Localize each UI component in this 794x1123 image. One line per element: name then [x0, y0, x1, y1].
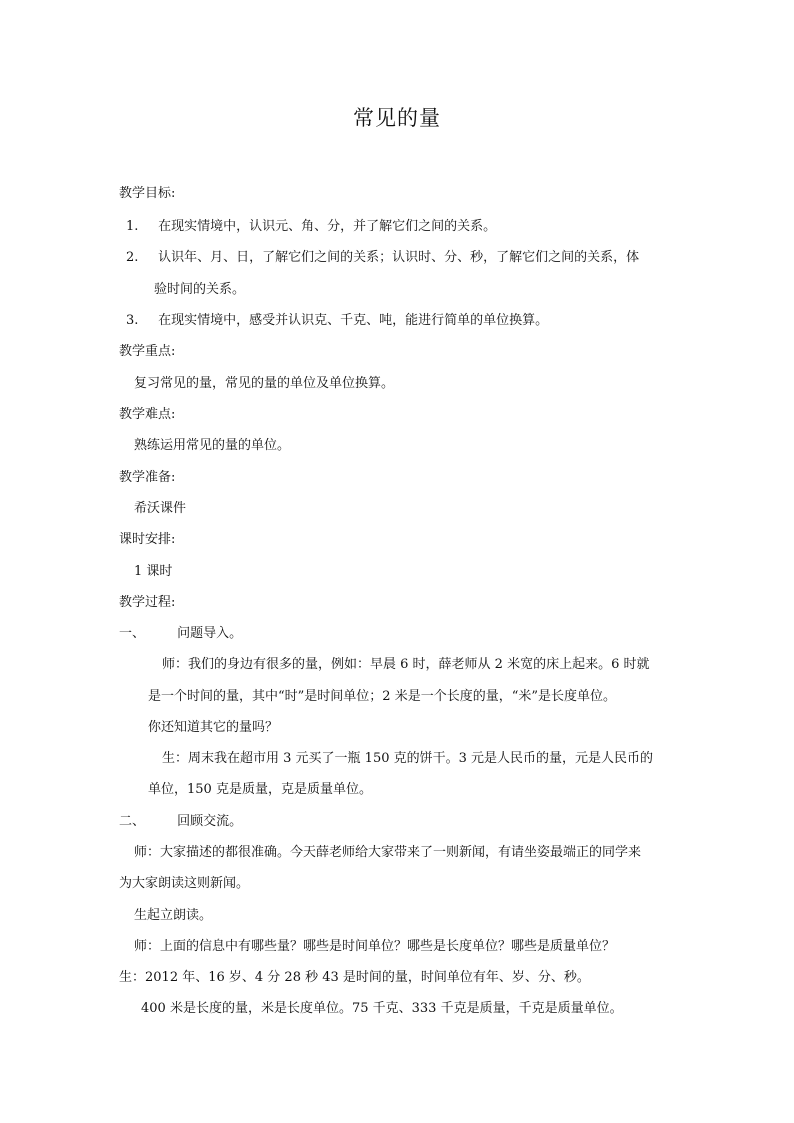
section-number: 二、 [119, 814, 146, 829]
paragraph-line: 师：我们的身边有很多的量，例如：早晨 6 时，薛老师从 2 米宽的床上起来。6 时就 [162, 657, 650, 672]
goal-number: 1. [126, 219, 139, 234]
paragraph-line: 你还知道其它的量吗？ [148, 720, 279, 735]
difficulty-text: 熟练运用常见的量的单位。 [134, 438, 291, 453]
paragraph-line: 单位，150 克是质量，克是质量单位。 [148, 782, 372, 797]
paragraph-line: 为大家朗读这则新闻。 [119, 876, 250, 891]
prep-text: 希沃课件 [134, 501, 187, 516]
paragraph-line: 是一个时间的量，其中“时”是时间单位；2 米是一个长度的量，“米”是长度单位。 [148, 689, 616, 704]
goal-item [126, 249, 639, 267]
goal-continuation: 验时间的关系。 [154, 282, 246, 297]
goal-text: 在现实情境中，感受并认识克、千克、吨，能进行简单的单位换算。 [158, 313, 549, 328]
goal-item [126, 312, 548, 330]
paragraph-line: 生起立朗读。 [134, 908, 213, 923]
goal-number: 2. [126, 250, 139, 265]
goal-item [126, 218, 496, 236]
paragraph-line: 师：上面的信息中有哪些量？哪些是时间单位？哪些是长度单位？哪些是质量单位？ [134, 939, 616, 954]
key-text: 复习常见的量，常见的量的单位及单位换算。 [134, 376, 395, 391]
paragraph-line: 400 米是长度的量，米是长度单位。75 千克、333 千克是质量，千克是质量单位。 [141, 1001, 623, 1016]
page-title: 常见的量 [353, 106, 441, 130]
schedule-text: 1 课时 [134, 564, 173, 579]
paragraph-line: 生：2012 年、16 岁、4 分 28 秒 43 是时间的量，时间单位有年、岁、分、秒。 [119, 970, 590, 985]
schedule-heading: 课时安排: [119, 532, 176, 547]
goal-text: 在现实情境中，认识元、角、分，并了解它们之间的关系。 [158, 219, 497, 234]
paragraph-line: 生：周末我在超市用 3 元买了一瓶 150 克的饼干。3 元是人民币的量，元是人民币的 [162, 751, 654, 766]
section-heading [119, 813, 242, 831]
section-number: 一、 [119, 626, 146, 641]
section-title: 回顾交流。 [177, 814, 243, 829]
goal-number: 3. [126, 313, 139, 328]
section-heading [119, 625, 242, 643]
section-title: 问题导入。 [177, 626, 243, 641]
paragraph-line: 师：大家描述的都很准确。今天薛老师给大家带来了一则新闻，有请坐姿最端正的同学来 [134, 845, 642, 860]
goal-text: 认识年、月、日，了解它们之间的关系；认识时、分、秒，了解它们之间的关系，体 [158, 250, 640, 265]
process-heading: 教学过程: [119, 595, 176, 610]
prep-heading: 教学准备: [119, 470, 176, 485]
goals-heading: 教学目标: [119, 186, 176, 201]
key-heading: 教学重点: [119, 344, 176, 359]
difficulty-heading: 教学难点: [119, 407, 176, 422]
